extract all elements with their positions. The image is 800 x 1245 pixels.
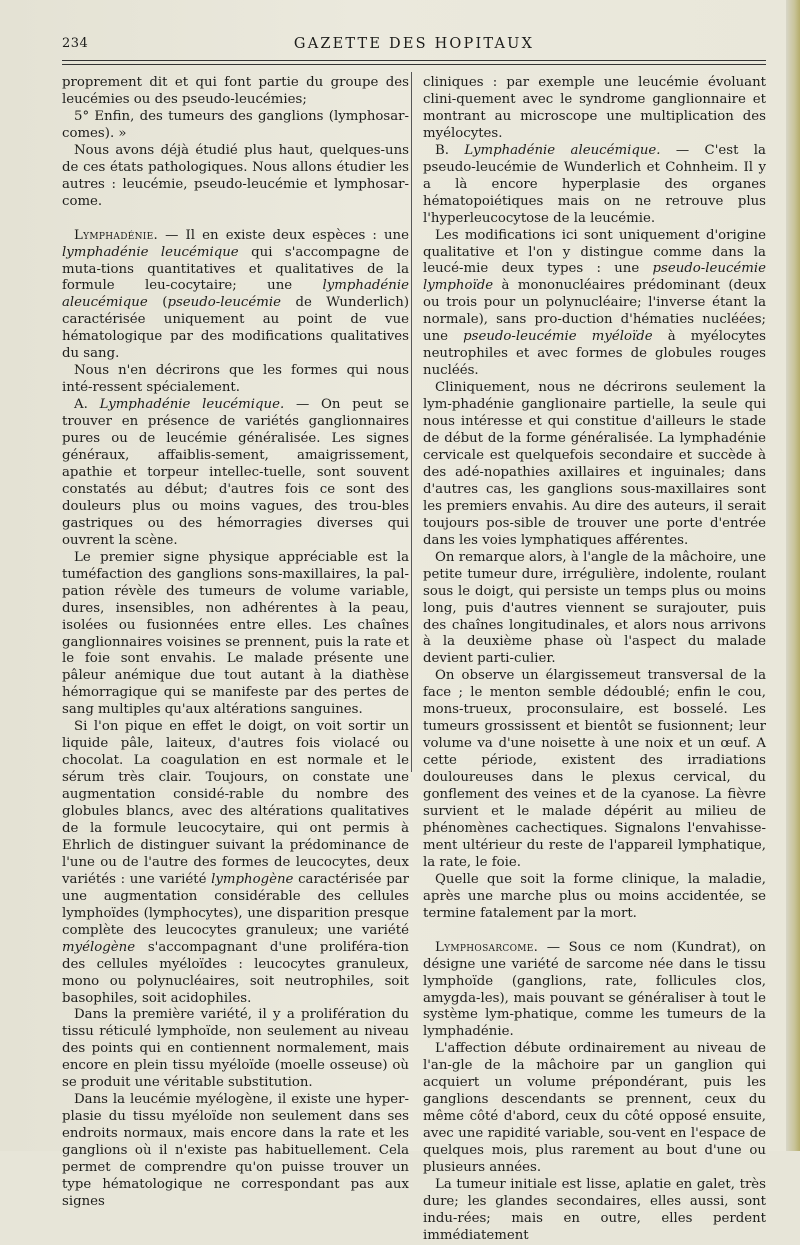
subsection-heading: Lymphadénie aleucémique. [464,142,661,158]
paragraph: On remarque alors, à l'angle de la mâchoire, une petite tumeur dure, irrégulière, indolente, roulant sous le doigt, qui persiste un temps plus ou moins long, puis d'autres viennent se surajouter, puis des chaînes longitudinales, et alors nous arrivons à la deuxième phase où l'aspect du malade devient parti-culier. [423,549,766,667]
paragraph: Si l'on pique en effet le doigt, on voit sortir un liquide pâle, laiteux, d'autres fois violacé ou chocolat. La coagulation en est normale et le sérum très clair. Toujours, on constate une augmentation considé-rable du nombre des globules blancs, avec des altérations qualitatives de la formule leucocytaire, qui ont permis à Ehrlich de distinguer suivant la prédominance de l'une ou de l'autre des formes de leucocytes, deux variétés : une variété lymphogène caractérisée par une augmentation considérable des cellules lymphoïdes (lymphocytes), une disparition presque complète des leucocytes granuleux; une variété myélogène s'accompagnant d'une proliféra-tion des cellules myéloïdes : leucocytes granuleux, mono ou polynucléaires, soit neutrophiles, soit basophiles, soit acidophiles. [62,719,409,1006]
paragraph: Dans la première variété, il y a prolifération du tissu réticulé lymphoïde, non seulement au niveau des points qui en contiennent normalement, mais encore en plein tissu myéloïde (moelle osseuse) où se produit une véritable substitution. [62,1007,409,1091]
page-number: 234 [62,36,89,51]
subsection-b: B. Lymphadénie aleucémique. — C'est la pseudo-leucémie de Wunderlich et Cohnheim. Il y a là encore hyperplasie des organes hématopoiétiques mais on ne retrouve plus l'hyperleucocytose de la leucémie. [423,142,766,226]
subsection-heading: Lymphadénie leucémique. [99,397,285,413]
section-lymphadenie: Lymphadénie. — Il en existe deux espèces : une lymphadénie leucémique qui s'accompagne de muta-tions quantitatives et qualitatives de la formule leu-cocytaire; une lymphadénie aleucémique (pseudo-leucémie de Wunderlich) caractérisée uniquement au point de vue hématologique par des modifications qualitatives du sang. [62,227,410,362]
paragraph: La tumeur initiale est lisse, aplatie en galet, très dure; les glandes secondaires, elles aussi, sont indu-rées; mais en outre, elles perdent immédiatement [423,1177,766,1243]
paragraph: On observe un élargissemeut transversal de la face ; le menton semble dédoublé; enfin le cou, mons-trueux, proconsulaire, est bosselé. Les tumeurs grossissent et bientôt se fusionnent; leur volume va d'une noisette à une noix et un œuf. A cette période, existent des irradiations douloureuses dans le plexus cervical, du gonflement des veines et de la cyanose. La fièvre survient et le malade dépérit au milieu de phénomènes cachectiques. Signalons l'envahisse-ment ultérieur du reste de l'appareil lymphatique, la rate, le foie. [423,668,766,870]
paragraph: Quelle que soit la forme clinique, la maladie, après une marche plus ou moins accidentée, se termine fatalement par la mort. [423,871,766,921]
page-edge [786,0,800,1151]
section-heading: Lymphosarcome. [435,939,539,955]
paragraph: L'affection débute ordinairement au niveau de l'an-gle de la mâchoire par un ganglion qui acquiert un volume prépondérant, puis les ganglions descendants se prennent, ceux du même côté d'abord, ceux du côté opposé ensuite, avec une rapidité variable, sou-vent en l'espace de quelques mois, plus rarement au bout d'une ou plusieurs années. [423,1041,766,1176]
section-lymphosarcome: Lymphosarcome. — Sous ce nom (Kundrat), on désigne une variété de sarcome née dans le tissu lymphoïde (ganglions, rate, follicules clos, amygda-les), mais pouvant se généraliser à tout le système lym-phatique, comme les tumeurs de la lymphadénie. [423,939,766,1040]
left-column [62,75,409,1211]
header-rule-top [62,60,766,61]
paragraph: Nous avons déjà étudié plus haut, quelques-uns de ces états pathologiques. Nous allons étudier les autres : leucémie, pseudo-leucémie et lymphosar-come. [62,142,409,209]
header-rule-bottom [62,64,766,65]
paragraph: Dans la leucémie myélogène, il existe une hyper-plasie du tissu myéloïde non seulement dans ses endroits normaux, mais encore dans la rate et les ganglions où il n'existe pas habituellement. Cela permet de comprendre qu'on puisse trouver un type hématologique ne correspondant pas aux signes [62,1092,409,1209]
right-column [423,75,766,1245]
section-heading: Lymphadénie. [74,227,159,243]
subsection-a: A. Lymphadénie leucémique. — On peut se trouver en présence de variétés ganglionnaires pures ou de leucémie généralisée. Les signes généraux, affaiblis-sement, amaigrissement, apathie et torpeur intellec-tuelle, sont souvent constatés au début; d'autres fois ce sont des douleurs plus ou moins vagues, des trou-bles gastriques ou des hémorragies diverses qui ouvrent la scène. [62,397,409,548]
paragraph: 5° Enfin, des tumeurs des ganglions (lymphosar-comes). » [62,108,409,141]
running-header [62,36,766,58]
paragraph: Les modifications ici sont uniquement d'origine qualitative et l'on y distingue comme dans la leucé-mie deux types : une pseudo-leucémie lymphoïde à mononucléaires prédominant (deux ou trois pour un polynucléaire; l'inverse étant la normale), sans pro-duction d'hématies nucléées; une pseudo-leucémie myéloïde à myélocytes neutrophiles et avec formes de globules rouges nucléés. [423,227,766,379]
paragraph: proprement dit et qui font partie du groupe des leucémies ou des pseudo-leucémies; [62,75,409,107]
paragraph: cliniques : par exemple une leucémie évoluant clini-quement avec le syndrome ganglionnaire et montrant au microscope une multiplication des myélocytes. [423,75,766,141]
paragraph: Cliniquement, nous ne décrirons seulement la lym-phadénie ganglionaire partielle, la seule qui nous intéresse et qui constitue d'ailleurs le stade de début de la forme généralisée. La lymphadénie cervicale est quelquefois secondaire et succède à des adé-nopathies axillaires et inguinales; dans d'autres cas, les ganglions sous-maxillaires sont les premiers envahis. Au dire des auteurs, il serait toujours pos-sible de trouver une porte d'entrée dans les voies lymphatiques afférentes. [423,380,766,548]
paragraph: Le premier signe physique appréciable est la tuméfaction des ganglions sons-maxillaires, la pal-pation révèle des tumeurs de volume variable, dures, insensibles, non adhérentes à la peau, isolées ou fusionnées entre elles. Les chaînes ganglionnaires voisines se prennent, puis la rate et le foie sont envahis. Le malade présente une pâleur anémique due tout autant à la diathèse hémorragique qui se manifeste par des pertes de sang multiples qu'aux altérations sanguines. [62,549,409,718]
paragraph: Nous n'en décrirons que les formes qui nous inté-ressent spécialement. [62,363,409,396]
column-divider [411,72,412,772]
journal-title: GAZETTE DES HOPITAUX [293,36,535,52]
